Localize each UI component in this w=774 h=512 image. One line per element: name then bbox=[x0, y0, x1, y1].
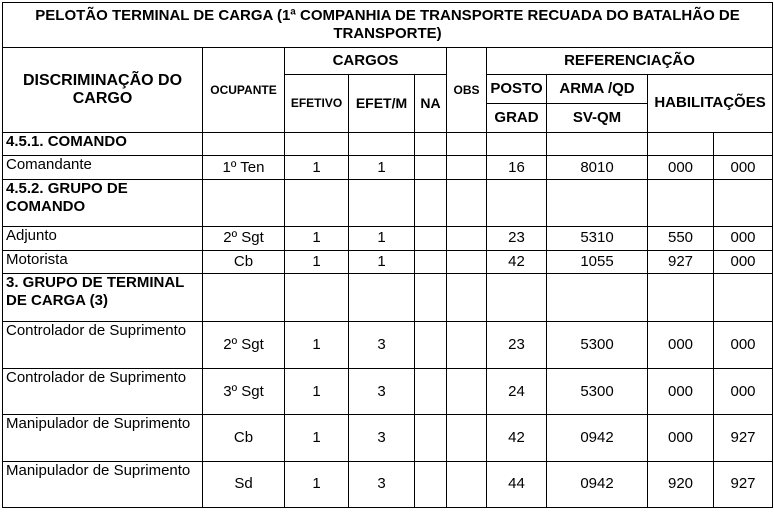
habilitacao-1-cell: 000 bbox=[648, 321, 714, 368]
obs-cell bbox=[447, 461, 487, 507]
empty-cell bbox=[285, 274, 349, 321]
habilitacao-2-cell: 927 bbox=[714, 461, 773, 507]
na-cell bbox=[415, 250, 447, 274]
habilitacao-1-cell: 000 bbox=[648, 415, 714, 461]
table-row bbox=[3, 227, 773, 251]
posto-grad-cell: 42 bbox=[487, 415, 547, 461]
table-row bbox=[3, 250, 773, 274]
habilitacao-2-cell: 927 bbox=[714, 415, 773, 461]
header-posto: POSTO bbox=[487, 74, 547, 103]
posto-grad-cell: 23 bbox=[487, 321, 547, 368]
empty-cell bbox=[547, 132, 648, 156]
header-na: NA bbox=[415, 74, 447, 132]
position-label: Manipulador de Suprimento bbox=[3, 415, 203, 461]
efetivo-cell: 1 bbox=[285, 227, 349, 251]
arma-qd-cell: 0942 bbox=[547, 415, 648, 461]
table-row bbox=[3, 321, 773, 368]
efetivo-cell: 1 bbox=[285, 369, 349, 415]
empty-cell bbox=[415, 132, 447, 156]
empty-cell bbox=[285, 179, 349, 226]
obs-cell bbox=[447, 369, 487, 415]
empty-cell bbox=[487, 179, 547, 226]
empty-cell bbox=[447, 274, 487, 321]
arma-qd-cell: 8010 bbox=[547, 156, 648, 180]
header-discriminacao: DISCRIMINAÇÃO DO CARGO bbox=[3, 48, 203, 132]
efetivo-cell: 1 bbox=[285, 250, 349, 274]
na-cell bbox=[415, 227, 447, 251]
table-row bbox=[3, 415, 773, 461]
section-row bbox=[3, 179, 773, 226]
arma-qd-cell: 5310 bbox=[547, 227, 648, 251]
header-grad: GRAD bbox=[487, 103, 547, 132]
header-efetivo: EFETIVO bbox=[285, 74, 349, 132]
empty-cell bbox=[447, 179, 487, 226]
efetivo-cell: 1 bbox=[285, 321, 349, 368]
header-ocupante: OCUPANTE bbox=[203, 48, 285, 132]
posto-grad-cell: 42 bbox=[487, 250, 547, 274]
header-row-1 bbox=[3, 48, 773, 75]
section-label: 4.5.1. COMANDO bbox=[3, 132, 203, 156]
na-cell bbox=[415, 415, 447, 461]
empty-cell bbox=[447, 132, 487, 156]
ocupante-cell: Cb bbox=[203, 250, 285, 274]
empty-cell bbox=[648, 274, 714, 321]
na-cell bbox=[415, 156, 447, 180]
obs-cell bbox=[447, 415, 487, 461]
arma-qd-cell: 5300 bbox=[547, 369, 648, 415]
table-title: PELOTÃO TERMINAL DE CARGA (1ª COMPANHIA DE TRANSPORTE RECUADA DO BATALHÃO DE TRANSPORTE) bbox=[3, 3, 773, 48]
habilitacao-1-cell: 920 bbox=[648, 461, 714, 507]
header-arma-qd: ARMA /QD bbox=[547, 74, 648, 103]
header-referenciacao: REFERENCIAÇÃO bbox=[487, 48, 773, 75]
empty-cell bbox=[349, 179, 415, 226]
habilitacao-1-cell: 000 bbox=[648, 156, 714, 180]
empty-cell bbox=[487, 132, 547, 156]
position-label: Comandante bbox=[3, 156, 203, 180]
efet-m-cell: 1 bbox=[349, 250, 415, 274]
header-obs: OBS bbox=[447, 48, 487, 132]
table-row bbox=[3, 461, 773, 507]
empty-cell bbox=[714, 132, 773, 156]
section-label: 4.5.2. GRUPO DE COMANDO bbox=[3, 179, 203, 226]
habilitacao-2-cell: 000 bbox=[714, 227, 773, 251]
empty-cell bbox=[648, 132, 714, 156]
efetivo-cell: 1 bbox=[285, 461, 349, 507]
habilitacao-1-cell: 927 bbox=[648, 250, 714, 274]
header-cargos: CARGOS bbox=[285, 48, 447, 75]
empty-cell bbox=[203, 274, 285, 321]
empty-cell bbox=[714, 179, 773, 226]
empty-cell bbox=[203, 132, 285, 156]
empty-cell bbox=[415, 179, 447, 226]
table-row bbox=[3, 156, 773, 180]
ocupante-cell: Sd bbox=[203, 461, 285, 507]
arma-qd-cell: 5300 bbox=[547, 321, 648, 368]
header-habilitacoes: HABILITAÇÕES bbox=[648, 74, 773, 132]
habilitacao-1-cell: 550 bbox=[648, 227, 714, 251]
position-label: Controlador de Suprimento bbox=[3, 321, 203, 368]
obs-cell bbox=[447, 227, 487, 251]
posto-grad-cell: 24 bbox=[487, 369, 547, 415]
empty-cell bbox=[203, 179, 285, 226]
personnel-table bbox=[2, 2, 773, 508]
ocupante-cell: 3º Sgt bbox=[203, 369, 285, 415]
header-efet-m: EFET/M bbox=[349, 74, 415, 132]
posto-grad-cell: 44 bbox=[487, 461, 547, 507]
efetivo-cell: 1 bbox=[285, 415, 349, 461]
efet-m-cell: 3 bbox=[349, 369, 415, 415]
habilitacao-2-cell: 000 bbox=[714, 321, 773, 368]
efetivo-cell: 1 bbox=[285, 156, 349, 180]
header-sv-qm: SV-QM bbox=[547, 103, 648, 132]
habilitacao-1-cell: 000 bbox=[648, 369, 714, 415]
na-cell bbox=[415, 369, 447, 415]
empty-cell bbox=[415, 274, 447, 321]
title-row bbox=[3, 3, 773, 48]
table-row bbox=[3, 369, 773, 415]
empty-cell bbox=[285, 132, 349, 156]
ocupante-cell: 2º Sgt bbox=[203, 227, 285, 251]
obs-cell bbox=[447, 156, 487, 180]
na-cell bbox=[415, 321, 447, 368]
efet-m-cell: 1 bbox=[349, 156, 415, 180]
empty-cell bbox=[547, 179, 648, 226]
position-label: Adjunto bbox=[3, 227, 203, 251]
habilitacao-2-cell: 000 bbox=[714, 369, 773, 415]
habilitacao-2-cell: 000 bbox=[714, 250, 773, 274]
efet-m-cell: 1 bbox=[349, 227, 415, 251]
na-cell bbox=[415, 461, 447, 507]
empty-cell bbox=[349, 274, 415, 321]
ocupante-cell: Cb bbox=[203, 415, 285, 461]
empty-cell bbox=[714, 274, 773, 321]
section-row bbox=[3, 274, 773, 321]
ocupante-cell: 1º Ten bbox=[203, 156, 285, 180]
empty-cell bbox=[648, 179, 714, 226]
obs-cell bbox=[447, 321, 487, 368]
arma-qd-cell: 0942 bbox=[547, 461, 648, 507]
arma-qd-cell: 1055 bbox=[547, 250, 648, 274]
efet-m-cell: 3 bbox=[349, 461, 415, 507]
habilitacao-2-cell: 000 bbox=[714, 156, 773, 180]
obs-cell bbox=[447, 250, 487, 274]
efet-m-cell: 3 bbox=[349, 415, 415, 461]
ocupante-cell: 2º Sgt bbox=[203, 321, 285, 368]
empty-cell bbox=[547, 274, 648, 321]
empty-cell bbox=[487, 274, 547, 321]
section-row bbox=[3, 132, 773, 156]
efet-m-cell: 3 bbox=[349, 321, 415, 368]
position-label: Controlador de Suprimento bbox=[3, 369, 203, 415]
position-label: Manipulador de Suprimento bbox=[3, 461, 203, 507]
position-label: Motorista bbox=[3, 250, 203, 274]
posto-grad-cell: 23 bbox=[487, 227, 547, 251]
empty-cell bbox=[349, 132, 415, 156]
section-label: 3. GRUPO DE TERMINAL DE CARGA (3) bbox=[3, 274, 203, 321]
posto-grad-cell: 16 bbox=[487, 156, 547, 180]
